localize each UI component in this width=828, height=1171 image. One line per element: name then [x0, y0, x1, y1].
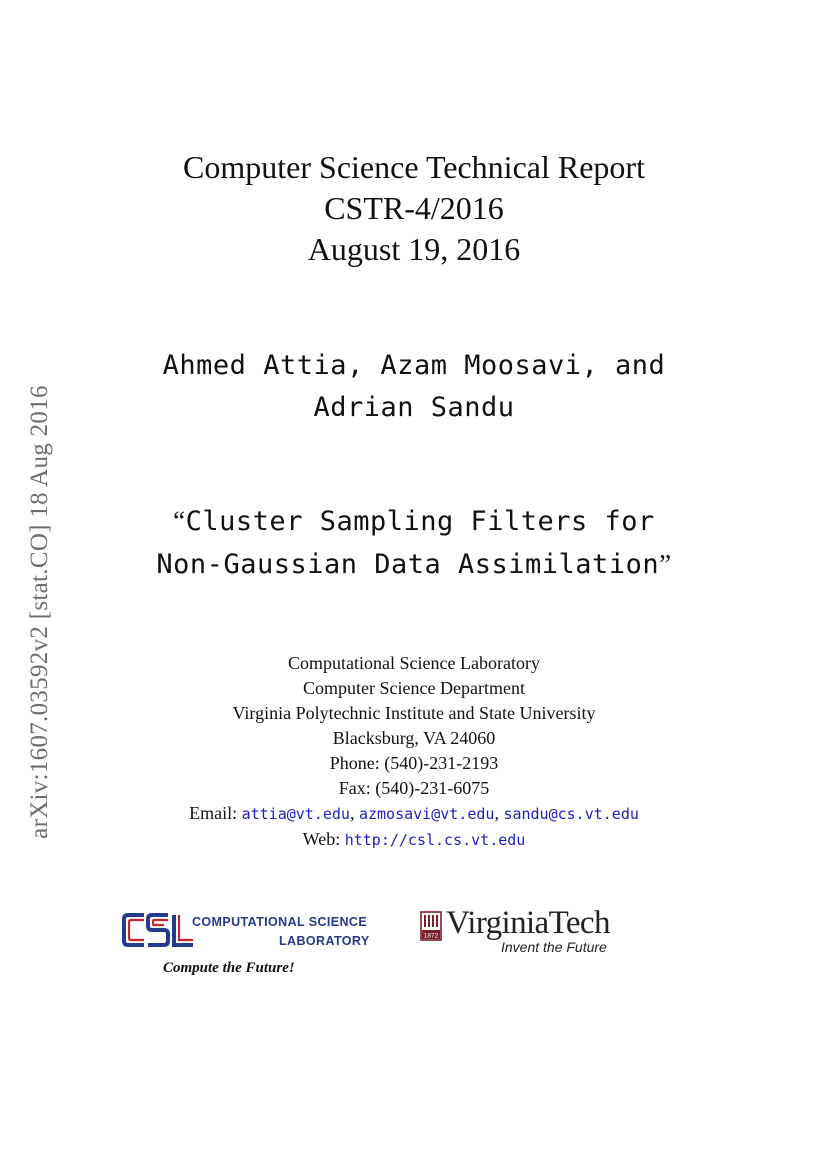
csl-line-2: LABORATORY: [279, 934, 370, 948]
authors: [0, 345, 828, 429]
email-link-attia[interactable]: attia@vt.edu: [241, 805, 350, 823]
csl-tagline: Compute the Future!: [163, 960, 295, 976]
email-label: Email:: [189, 803, 238, 823]
paper-title-line-1: “Cluster Sampling Filters for: [173, 506, 655, 537]
authors-line-1: Ahmed Attia, Azam Moosavi, and: [162, 350, 666, 381]
lab-name: Computational Science Laboratory: [288, 653, 540, 673]
report-type: Computer Science Technical Report: [183, 149, 645, 185]
vt-shield-icon: [420, 911, 442, 941]
phone: Phone: (540)-231-2193: [329, 753, 499, 773]
email-line: Email: attia@vt.edu, azmosavi@vt.edu, sandu@cs.vt.edu: [189, 803, 639, 823]
university: Virginia Polytechnic Institute and State University: [232, 703, 596, 723]
arxiv-stamp: arXiv:1607.03592v2 [stat.CO] 18 Aug 2016: [26, 385, 53, 839]
vt-tagline: Invent the Future: [501, 939, 607, 955]
department: Computer Science Department: [303, 678, 525, 698]
web-link[interactable]: http://csl.cs.vt.edu: [344, 831, 526, 849]
authors-line-2: Adrian Sandu: [313, 392, 515, 423]
close-quote: ”: [659, 549, 672, 579]
open-quote: “: [173, 506, 186, 536]
vt-year: 1872: [423, 932, 439, 940]
csl-line-1: COMPUTATIONAL SCIENCE: [192, 915, 368, 929]
paper-title-line-2: Non-Gaussian Data Assimilation”: [156, 549, 672, 580]
vt-name: VirginiaTech: [446, 905, 610, 941]
report-number: CSTR-4/2016: [324, 190, 504, 226]
paper-title: [0, 500, 828, 586]
web-line: [0, 827, 828, 853]
csl-logo: [122, 912, 372, 982]
report-heading: [0, 147, 828, 270]
report-date: August 19, 2016: [307, 231, 521, 267]
csl-mark-icon: [122, 912, 194, 948]
email-link-azmosavi[interactable]: azmosavi@vt.edu: [358, 805, 495, 823]
web-label: Web:: [302, 829, 341, 849]
fax: Fax: (540)-231-6075: [338, 778, 490, 798]
contact-block: [0, 651, 828, 853]
vt-logo: [420, 905, 620, 958]
email-link-sandu[interactable]: sandu@cs.vt.edu: [503, 805, 639, 823]
address: Blacksburg, VA 24060: [332, 728, 496, 748]
